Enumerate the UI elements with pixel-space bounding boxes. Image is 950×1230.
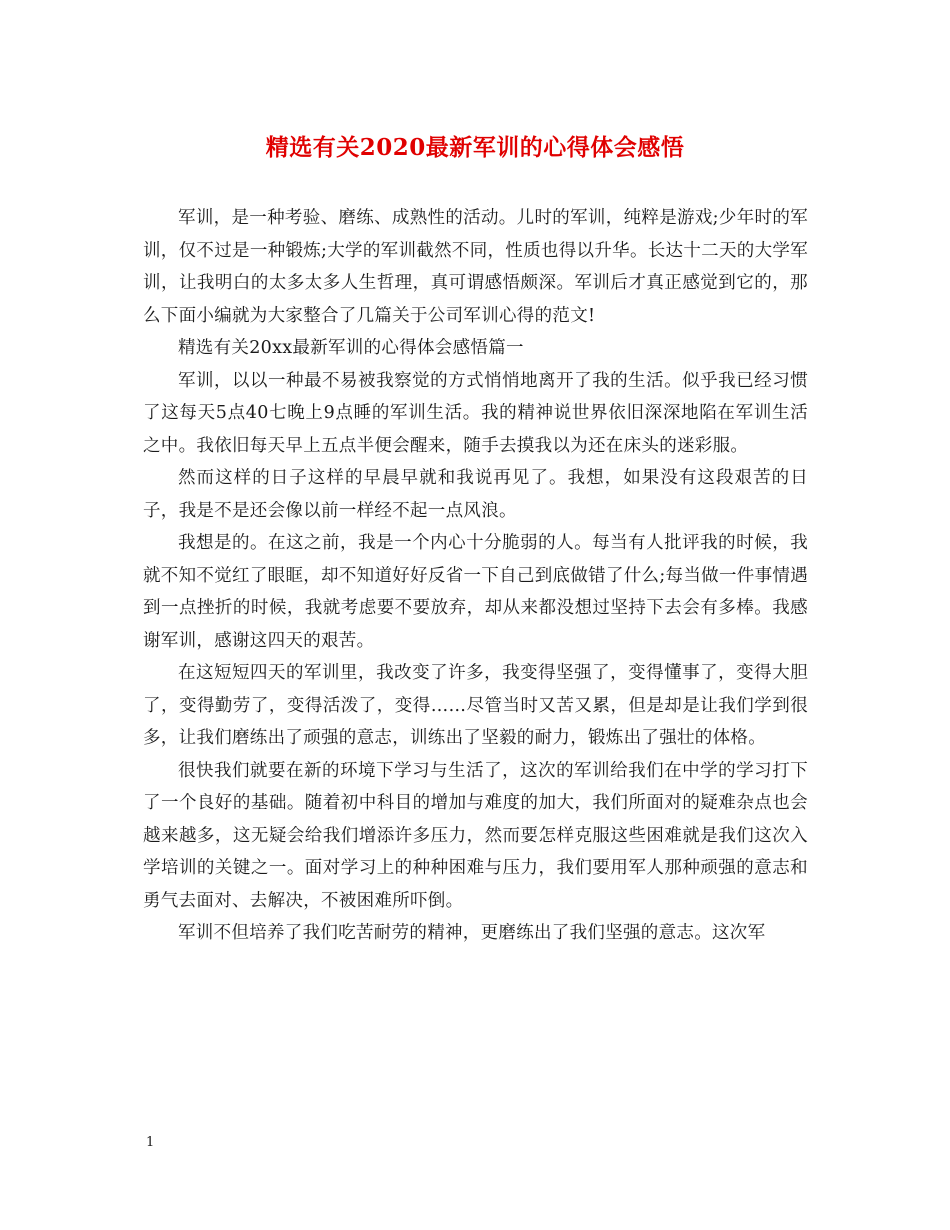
document-title: 精选有关2020最新军训的心得体会感悟 bbox=[265, 134, 685, 161]
paragraph: 军训，以以一种最不易被我察觉的方式悄悄地离开了我的生活。似乎我已经习惯了这每天5点40七晚上9点睡的军训生活。我的精神说世界依旧深深地陷在军训生活之中。我依旧每天早上五点半便会醒来，随手去摸我以为还在床头的迷彩服。 bbox=[143, 370, 808, 456]
paragraph: 军训不但培养了我们吃苦耐劳的精神，更磨练出了我们坚强的意志。这次军 bbox=[178, 923, 766, 943]
paragraph: 很快我们就要在新的环境下学习与生活了，这次的军训给我们在中学的学习打下了一个良好的基础。随着初中科目的增加与难度的加大，我们所面对的疑难杂点也会越来越多，这无疑会给我们增添许多压力，然而要怎样克服这些困难就是我们这次入学培训的关键之一。面对学习上的种种困难与压力，我们要用军人那种顽强的意志和勇气去面对、去解决，不被困难所吓倒。 bbox=[143, 760, 808, 911]
paragraph: 在这短短四天的军训里，我改变了许多，我变得坚强了，变得懂事了，变得大胆了，变得勤劳了，变得活泼了，变得……尽管当时又苦又累，但是却是让我们学到很多，让我们磨练出了顽强的意志，训练出了坚毅的耐力，锻炼出了强壮的体格。 bbox=[143, 663, 808, 748]
paragraph-intro: 军训，是一种考验、磨练、成熟性的活动。儿时的军训，纯粹是游戏;少年时的军训，仅不过是一种锻炼;大学的军训截然不同，性质也得以升华。长达十二天的大学军训，让我明白的太多太多人生哲理，真可谓感悟颇深。军训后才真正感觉到它的，那么下面小编就为大家整合了几篇关于公司军训心得的范文! bbox=[143, 208, 808, 326]
document-body bbox=[143, 202, 808, 950]
paragraph: 然而这样的日子这样的早晨早就和我说再见了。我想，如果没有这段艰苦的日子，我是不是还会像以前一样经不起一点风浪。 bbox=[143, 468, 808, 521]
paragraph: 我想是的。在这之前，我是一个内心十分脆弱的人。每当有人批评我的时候，我就不知不觉红了眼眶，却不知道好好反省一下自己到底做错了什么;每当做一件事情遇到一点挫折的时候，我就考虑要不要放弃，却从来都没想过坚持下去会有多棒。我感谢军训，感谢这四天的艰苦。 bbox=[143, 533, 808, 651]
page-number: 1 bbox=[146, 1135, 155, 1150]
section-heading: 精选有关20xx最新军训的心得体会感悟篇一 bbox=[178, 338, 524, 358]
